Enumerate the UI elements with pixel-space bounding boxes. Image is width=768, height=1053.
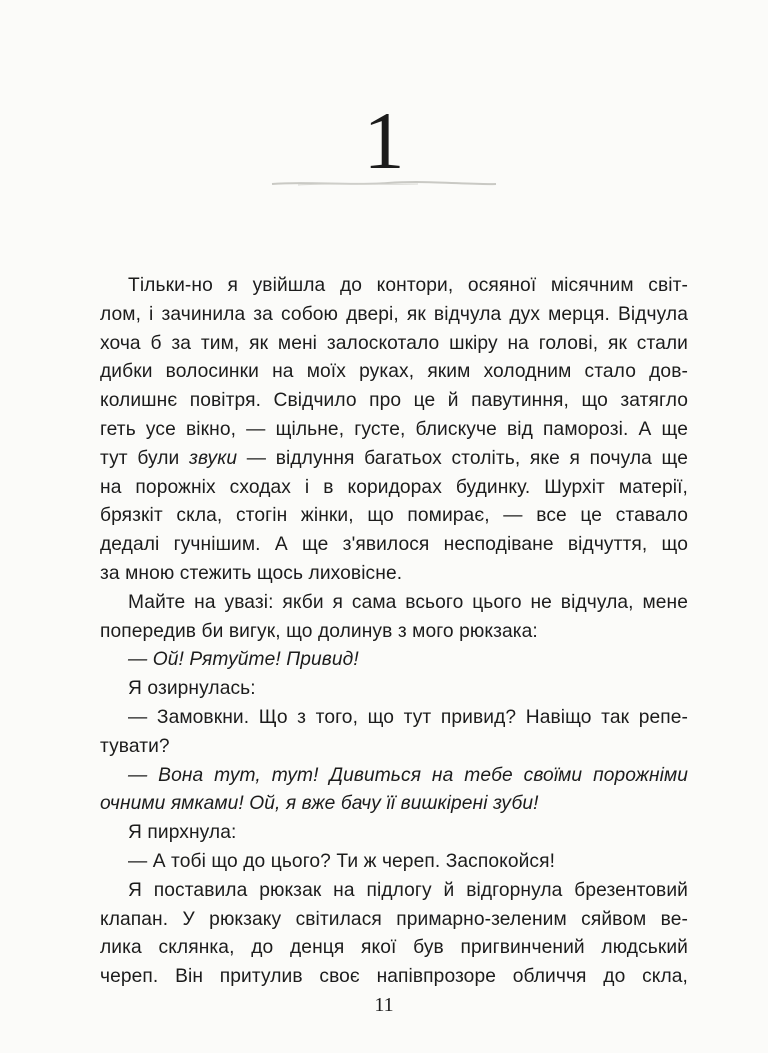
text-line: Майте на увазі: якби я сама всього цього не відчула, мене bbox=[128, 591, 688, 613]
text-line: брязкіт скла, стогін жінки, що помирає, — все це ставало bbox=[100, 505, 688, 527]
page-number: 11 bbox=[374, 994, 394, 1016]
text-line: Я поставила рюкзак на підлогу й відгорнула брезентовий bbox=[128, 879, 688, 901]
dialogue-line: — А тобі що до цього? Ти ж череп. Заспокойся! bbox=[128, 850, 556, 872]
dialogue-line: — Вона тут, тут! Дивиться на тебе своїми порожніми bbox=[128, 764, 688, 786]
text-line: на порожніх сходах і в коридорах будинку. Шурхіт матерії, bbox=[100, 476, 688, 498]
text-line: попередив би вигук, що долинув з мого рюкзака: bbox=[100, 620, 538, 642]
text-line: тут були звуки — відлуння багатьох століть, яке я почула ще bbox=[100, 447, 688, 469]
text-line: Я озирнулась: bbox=[128, 678, 256, 700]
text-line: геть усе вікно, — щільне, густе, блискуче від паморозі. А ще bbox=[100, 418, 688, 440]
dialogue-line: — Ой! Рятуйте! Привид! bbox=[128, 649, 359, 671]
chapter-number: 1 bbox=[363, 95, 405, 186]
text-line: Тільки-но я увійшла до контори, осяяної місячним світ- bbox=[128, 275, 688, 296]
text-line: череп. Він притулив своє напівпрозоре обличчя до скла, bbox=[100, 966, 688, 988]
text-line: дедалі гучнішим. А ще з'явилося несподіване відчуття, що bbox=[100, 534, 688, 556]
italic-word: звуки bbox=[189, 447, 238, 469]
text-line: хоча б за тим, як мені залоскотало шкіру на голові, як стали bbox=[100, 332, 688, 354]
text-line: клапан. У рюкзаку світилася примарно-зеленим сяйвом ве- bbox=[100, 908, 688, 930]
text-line: Я пирхнула: bbox=[128, 822, 237, 844]
text-line: за мною стежить щось лиховісне. bbox=[100, 562, 403, 584]
text-line: лом, і зачинила за собою двері, як відчула дух мерця. Відчула bbox=[100, 303, 688, 325]
dialogue-line: очними ямками! Ой, я вже бачу її вишкірені зуби! bbox=[100, 793, 539, 815]
text-line: колишнє повітря. Свідчило про це й павутиння, що затягло bbox=[100, 390, 688, 412]
chapter-ornament bbox=[268, 180, 500, 188]
dialogue-line: — Замовкни. Що з того, що тут привид? Навіщо так репе- bbox=[128, 706, 688, 728]
dialogue-line: тувати? bbox=[100, 735, 170, 757]
body-text bbox=[100, 272, 688, 992]
text-line: дибки волосинки на моїх руках, яким холодним стало дов- bbox=[100, 361, 688, 383]
text-line: лика склянка, до денця якої був пригвинчений людський bbox=[100, 937, 688, 959]
